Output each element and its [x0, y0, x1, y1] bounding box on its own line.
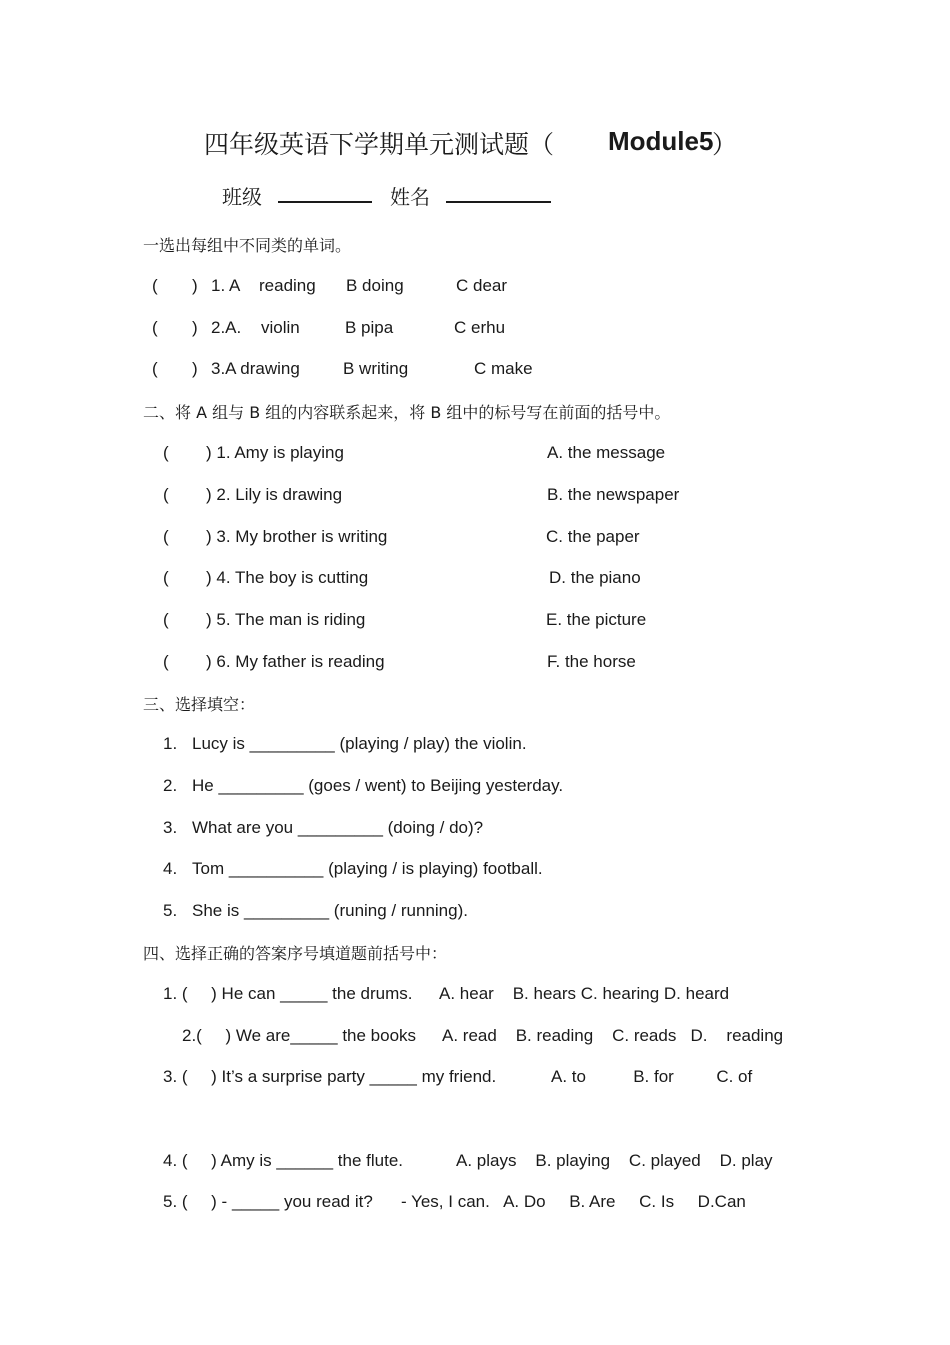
s1-item2-c: C erhu — [454, 318, 506, 337]
s1-item1-a: reading — [259, 276, 316, 295]
s2-item2-right: B. the newspaper — [547, 485, 680, 504]
s1-item2-paren-close: ) — [192, 318, 198, 337]
s2-item5-paren[interactable]: ( — [163, 610, 169, 629]
s4-item5-question[interactable]: 5. ( ) - _____ you read it? — [163, 1192, 373, 1211]
s1-item1-paren[interactable]: ( — [152, 276, 158, 295]
s4-item5-options: - Yes, I can. A. Do B. Are C. Is D.Can — [401, 1192, 746, 1211]
s4-item4-options: A. plays B. playing C. played D. play — [456, 1151, 773, 1170]
name-blank[interactable] — [446, 201, 551, 203]
s2-item4-right: D. the piano — [549, 568, 641, 587]
s1-item3-c: C make — [474, 359, 533, 378]
s1-item2-paren[interactable]: ( — [152, 318, 158, 337]
s2-item5-left: ) 5. The man is riding — [206, 610, 366, 629]
class-label: 班级 — [222, 185, 262, 209]
title-close-paren: ） — [712, 130, 738, 159]
s1-item3-b: B writing — [343, 359, 409, 378]
s3-item1-num: 1. — [163, 734, 178, 753]
s3-item5-num: 5. — [163, 901, 178, 920]
section2-heading: 二、将 A 组与 B 组的内容联系起来，将 B 组中的标号写在前面的括号中。 — [143, 403, 671, 422]
s1-item2-a: violin — [261, 318, 300, 337]
section1-heading: 一选出每组中不同类的单词。 — [143, 236, 352, 255]
s1-item3-paren[interactable]: ( — [152, 359, 158, 378]
s1-item3-paren-close: ) — [192, 359, 198, 378]
s1-item1-num: 1. A — [211, 276, 241, 295]
s4-item1-options: A. hear B. hears C. hearing D. heard — [439, 984, 730, 1003]
section3-heading: 三、选择填空： — [143, 695, 256, 714]
s3-item1-text[interactable]: Lucy is _________ (playing / play) the violin. — [192, 734, 527, 753]
s2-item2-paren[interactable]: ( — [163, 485, 169, 504]
s2-item4-left: ) 4. The boy is cutting — [206, 568, 369, 587]
s3-item3-num: 3. — [163, 818, 178, 837]
name-label: 姓名 — [390, 185, 430, 209]
s3-item2-num: 2. — [163, 776, 178, 795]
title-en: Module5 — [608, 126, 714, 156]
s1-item2-b: B pipa — [345, 318, 394, 337]
s1-item1-paren-close: ) — [192, 276, 198, 295]
section4-heading: 四、选择正确的答案序号填道题前括号中： — [143, 944, 448, 963]
s1-item1-b: B doing — [346, 276, 404, 295]
s2-item4-paren[interactable]: ( — [163, 568, 169, 587]
s2-item3-paren[interactable]: ( — [163, 527, 169, 546]
s2-item6-paren[interactable]: ( — [163, 652, 169, 671]
s4-item1-question[interactable]: 1. ( ) He can _____ the drums. — [163, 984, 413, 1003]
s1-item2-num: 2.A. — [211, 318, 242, 337]
s3-item4-num: 4. — [163, 859, 178, 878]
s2-item6-right: F. the horse — [547, 652, 636, 671]
s2-item1-left: ) 1. Amy is playing — [206, 443, 344, 462]
s2-item6-left: ) 6. My father is reading — [206, 652, 385, 671]
s4-item3-question[interactable]: 3. ( ) It’s a surprise party _____ my friend. — [163, 1067, 497, 1086]
class-blank[interactable] — [278, 201, 372, 203]
s2-item2-left: ) 2. Lily is drawing — [206, 485, 343, 504]
s3-item5-text[interactable]: She is _________ (runing / running). — [192, 901, 468, 920]
s3-item2-text[interactable]: He _________ (goes / went) to Beijing yesterday. — [192, 776, 564, 795]
s4-item3-options: A. to B. for C. of — [551, 1067, 753, 1086]
s4-item2-question[interactable]: 2.( ) We are_____ the books — [182, 1026, 417, 1045]
s3-item3-text[interactable]: What are you _________ (doing / do)? — [192, 818, 484, 837]
s1-item1-c: C dear — [456, 276, 508, 295]
s2-item1-paren[interactable]: ( — [163, 443, 169, 462]
title-cn: 四年级英语下学期单元测试题（ — [204, 130, 555, 159]
s4-item4-question[interactable]: 4. ( ) Amy is ______ the flute. — [163, 1151, 404, 1170]
s2-item3-left: ) 3. My brother is writing — [206, 527, 388, 546]
s4-item2-options: A. read B. reading C. reads D. reading — [442, 1026, 784, 1045]
s2-item5-right: E. the picture — [546, 610, 647, 629]
s3-item4-text[interactable]: Tom __________ (playing / is playing) football. — [192, 859, 543, 878]
s1-item3-num: 3.A drawing — [211, 359, 300, 378]
s2-item1-right: A. the message — [547, 443, 666, 462]
s2-item3-right: C. the paper — [546, 527, 640, 546]
